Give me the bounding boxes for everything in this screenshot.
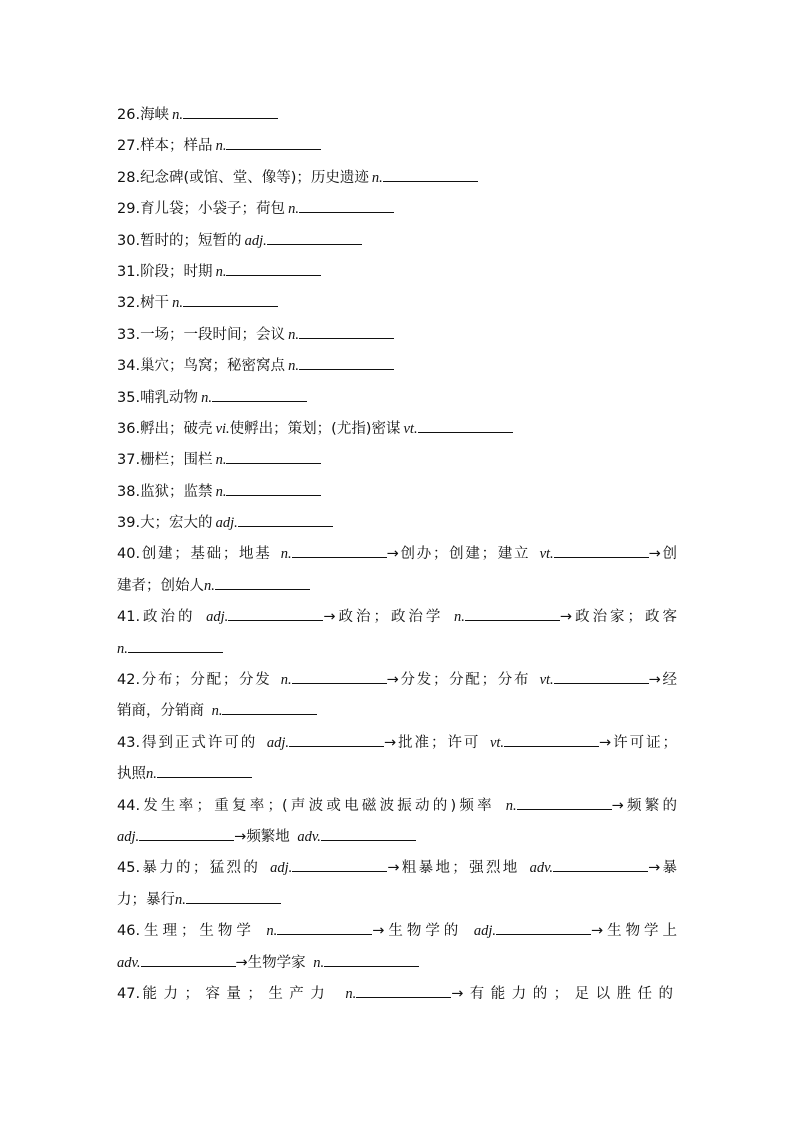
list-item-continuation [117, 948, 677, 979]
part-of-speech: n. [215, 138, 227, 155]
item-definition: 暴力的；猛烈的 [140, 860, 261, 877]
list-item-continuation [117, 759, 677, 790]
part-of-speech: n. [288, 358, 299, 375]
part-of-speech: n. [204, 577, 215, 594]
item-definition: 纪念碑(或馆、堂、像等)；历史遗迹 [140, 169, 369, 186]
answer-blank[interactable] [321, 823, 416, 841]
list-item-continuation [117, 885, 677, 916]
arrow-icon: → [386, 672, 399, 689]
list-item [117, 477, 677, 508]
item-number: 31. [117, 263, 141, 280]
answer-blank[interactable] [299, 321, 394, 339]
item-definition: 监狱；监禁 [140, 483, 213, 500]
part-of-speech: n. [146, 766, 157, 783]
item-definition: 执照 [117, 766, 146, 783]
item-definition: 分布；分配；分发 [140, 672, 272, 689]
answer-blank[interactable] [418, 415, 513, 433]
item-number: 40. [117, 546, 141, 563]
item-definition: 生物学家 [247, 954, 306, 971]
item-number: 27. [117, 138, 141, 155]
part-of-speech: n. [454, 609, 465, 626]
answer-blank[interactable] [504, 729, 599, 747]
answer-blank[interactable] [289, 729, 384, 747]
item-definition: 创办；创建；建立 [398, 546, 531, 563]
part-of-speech: n. [201, 389, 212, 406]
item-definition: 哺乳动物 [140, 389, 199, 406]
part-of-speech: adv. [297, 828, 321, 845]
item-number: 39. [117, 515, 141, 532]
item-number: 46. [117, 923, 141, 940]
answer-blank[interactable] [299, 352, 394, 370]
arrow-icon: → [599, 734, 612, 751]
vocabulary-list [117, 100, 677, 1010]
part-of-speech: n. [215, 263, 227, 280]
answer-blank[interactable] [215, 572, 310, 590]
item-definition: 政治家；政客 [572, 609, 678, 626]
list-item [117, 131, 677, 162]
arrow-icon: → [451, 985, 468, 1002]
part-of-speech: n. [117, 640, 128, 657]
item-number: 44. [117, 797, 141, 814]
answer-blank[interactable] [183, 101, 278, 119]
answer-blank[interactable] [356, 980, 451, 998]
arrow-icon: → [383, 734, 397, 751]
part-of-speech: adj. [244, 232, 267, 249]
item-number: 36. [117, 420, 141, 437]
arrow-icon: → [559, 609, 573, 626]
arrow-icon: → [323, 609, 336, 626]
item-number: 42. [117, 672, 141, 689]
item-definition: 暴 [660, 860, 678, 877]
item-definition: 大；宏大的 [140, 515, 213, 532]
part-of-speech: vt. [403, 420, 418, 437]
list-item-continuation [117, 571, 677, 602]
part-of-speech: vt. [539, 546, 554, 563]
answer-blank[interactable] [554, 540, 649, 558]
answer-blank[interactable] [226, 478, 321, 496]
answer-blank[interactable] [186, 886, 281, 904]
item-definition: 树干 [140, 295, 170, 312]
answer-blank[interactable] [465, 603, 560, 621]
arrow-icon: → [234, 828, 247, 845]
item-number: 30. [117, 232, 141, 249]
list-item [117, 728, 677, 759]
list-item [117, 445, 677, 476]
part-of-speech: vt. [539, 672, 554, 689]
part-of-speech: n. [345, 985, 357, 1002]
part-of-speech: adj. [206, 609, 229, 626]
answer-blank[interactable] [267, 227, 362, 245]
item-number: 28. [117, 169, 141, 186]
arrow-icon: → [372, 923, 385, 940]
part-of-speech: n. [175, 891, 186, 908]
part-of-speech: n. [313, 954, 325, 971]
part-of-speech: n. [280, 672, 292, 689]
part-of-speech: adv. [529, 860, 554, 877]
item-definition: 创 [660, 546, 678, 563]
part-of-speech: n. [288, 201, 299, 218]
item-definition: 能力；容量；生产力 [140, 985, 332, 1002]
item-number: 32. [117, 295, 141, 312]
answer-blank[interactable] [226, 132, 321, 150]
answer-blank[interactable] [212, 384, 307, 402]
part-of-speech: adj. [215, 515, 238, 532]
list-item [117, 100, 677, 131]
arrow-icon: → [591, 923, 604, 940]
part-of-speech: n. [211, 703, 223, 720]
answer-blank[interactable] [139, 823, 234, 841]
item-number: 47. [117, 985, 141, 1002]
part-of-speech: n. [215, 452, 227, 469]
part-of-speech: n. [172, 107, 183, 123]
list-item-continuation [117, 822, 677, 853]
answer-blank[interactable] [517, 792, 612, 810]
item-number: 35. [117, 389, 141, 406]
arrow-icon: → [386, 546, 399, 563]
answer-blank[interactable] [226, 258, 321, 276]
arrow-icon: → [611, 797, 624, 814]
item-number: 45. [117, 860, 141, 877]
list-item [117, 539, 677, 570]
item-number: 43. [117, 734, 141, 751]
item-definition: 力；暴行 [117, 891, 175, 908]
answer-blank[interactable] [228, 603, 323, 621]
answer-blank[interactable] [324, 949, 419, 967]
item-definition: 孵出；破壳 [140, 420, 213, 437]
list-item [117, 602, 677, 633]
answer-blank[interactable] [222, 697, 317, 715]
item-definition: 生理；生物学 [140, 923, 255, 940]
item-definition: 栅栏；围栏 [140, 452, 213, 469]
item-definition: 粗暴地；强烈地 [399, 860, 520, 877]
list-item [117, 665, 677, 696]
answer-blank[interactable] [226, 446, 321, 464]
part-of-speech: n. [266, 923, 278, 940]
part-of-speech: adj. [117, 828, 140, 845]
part-of-speech: vt. [489, 734, 505, 751]
list-item [117, 791, 677, 822]
part-of-speech: n. [288, 326, 299, 343]
part-of-speech: n. [172, 295, 183, 312]
part-of-speech: adv. [117, 954, 141, 971]
item-definition: 频繁的 [623, 797, 678, 814]
list-item [117, 320, 677, 351]
answer-blank[interactable] [292, 854, 387, 872]
item-number: 37. [117, 452, 141, 469]
arrow-icon: → [648, 860, 661, 877]
item-definition: 创建；基础；地基 [140, 546, 272, 563]
answer-blank[interactable] [183, 289, 278, 307]
item-definition-extra: 使孵出；策划；(尤指)密谋 [229, 420, 401, 437]
answer-blank[interactable] [554, 666, 649, 684]
answer-blank[interactable] [553, 854, 648, 872]
item-number: 29. [117, 201, 141, 218]
arrow-icon: → [648, 546, 661, 563]
item-definition: 经 [660, 672, 678, 689]
item-number: 38. [117, 483, 141, 500]
item-definition: 建者；创始人 [117, 577, 204, 594]
list-item [117, 414, 677, 445]
item-definition: 政治；政治学 [335, 609, 444, 626]
item-definition: 分发；分配；分布 [398, 672, 531, 689]
item-definition: 许可证； [611, 734, 678, 751]
item-definition: 海峡 [140, 107, 170, 123]
answer-blank[interactable] [277, 917, 372, 935]
list-item [117, 194, 677, 225]
list-item [117, 916, 677, 947]
item-definition: 样本；样品 [140, 138, 213, 155]
answer-blank[interactable] [157, 760, 252, 778]
item-number: 41. [117, 609, 141, 626]
item-definition: 一场；一段时间；会议 [140, 326, 286, 343]
list-item-continuation [117, 634, 677, 665]
list-item-continuation [117, 696, 677, 727]
part-of-speech: n. [371, 169, 383, 186]
part-of-speech: adj. [266, 734, 289, 751]
part-of-speech: adj. [473, 923, 496, 940]
answer-blank[interactable] [292, 666, 387, 684]
list-item [117, 257, 677, 288]
item-definition: 生物学的 [384, 923, 463, 940]
item-definition: 频繁地 [246, 828, 290, 845]
list-item [117, 226, 677, 257]
item-definition: 销商，分销商 [117, 703, 204, 720]
arrow-icon: → [235, 954, 248, 971]
item-definition: 暂时的；短暂的 [140, 232, 242, 249]
list-item [117, 979, 677, 1010]
item-definition: 有能力的；足以胜任的 [467, 985, 678, 1002]
arrow-icon: → [648, 672, 661, 689]
list-item [117, 508, 677, 539]
item-definition: 得到正式许可的 [140, 734, 258, 751]
answer-blank[interactable] [238, 509, 333, 527]
item-number: 26. [117, 107, 141, 123]
item-definition: 生物学上 [603, 923, 678, 940]
list-item [117, 853, 677, 884]
item-definition: 阶段；时期 [140, 263, 213, 280]
item-definition: 发生率；重复率；(声波或电磁波振动的)频率 [140, 797, 495, 814]
list-item [117, 351, 677, 382]
list-item [117, 383, 677, 414]
answer-blank[interactable] [496, 917, 591, 935]
part-of-speech: adj. [270, 860, 293, 877]
item-definition: 育儿袋；小袋子；荷包 [140, 201, 286, 218]
item-definition: 巢穴；鸟窝；秘密窝点 [140, 358, 286, 375]
list-item [117, 163, 677, 194]
part-of-speech: n. [215, 483, 227, 500]
answer-blank[interactable] [292, 540, 387, 558]
arrow-icon: → [387, 860, 400, 877]
answer-blank[interactable] [383, 164, 478, 182]
answer-blank[interactable] [299, 195, 394, 213]
part-of-speech: n. [505, 797, 517, 814]
item-number: 33. [117, 326, 141, 343]
part-of-speech: vi. [215, 420, 230, 437]
item-number: 34. [117, 358, 141, 375]
answer-blank[interactable] [141, 949, 236, 967]
item-definition: 政治的 [140, 609, 196, 626]
answer-blank[interactable] [128, 635, 223, 653]
list-item [117, 288, 677, 319]
item-definition: 批准；许可 [396, 734, 481, 751]
part-of-speech: n. [280, 546, 292, 563]
